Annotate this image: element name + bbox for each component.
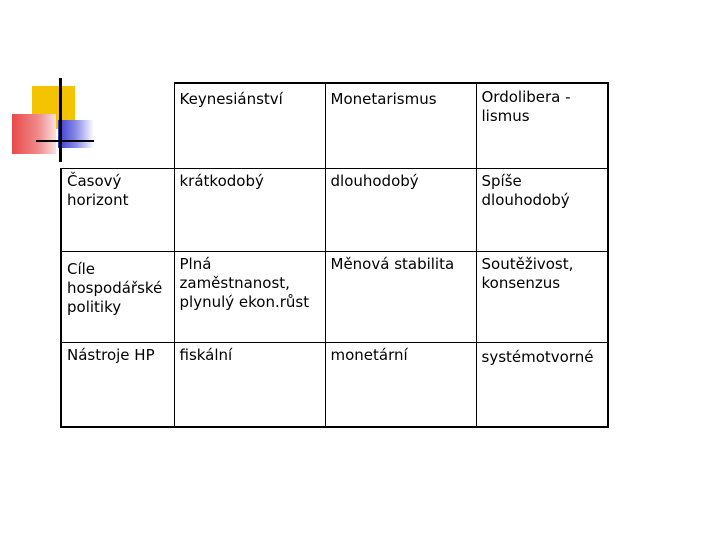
table-header-row	[61, 83, 608, 169]
logo-red-square	[12, 114, 56, 154]
table-cell: Měnová stabilita	[325, 252, 476, 343]
table-cell: monetární	[325, 343, 476, 428]
header-cell-ordoliberalismus: Ordolibera -lismus	[476, 83, 608, 169]
table-cell: dlouhodobý	[325, 169, 476, 252]
header-cell-monetarismus: Monetarismus	[325, 83, 476, 169]
table-cell: fiskální	[174, 343, 325, 428]
table-cell: Soutěživost, konsenzus	[476, 252, 608, 343]
table-cell: krátkodobý	[174, 169, 325, 252]
table-cell: Plná zaměstnanost, plynulý ekon.růst	[174, 252, 325, 343]
row-label: Cíle hospodářské politiky	[61, 252, 174, 343]
table-row	[61, 252, 608, 343]
row-label: Časový horizont	[61, 169, 174, 252]
comparison-table	[60, 82, 609, 428]
header-cell-keynesianstvi: Keynesiánství	[174, 83, 325, 169]
table-cell: systémotvorné	[476, 343, 608, 428]
table-row	[61, 169, 608, 252]
header-cell-empty	[61, 83, 174, 169]
table-row	[61, 343, 608, 428]
table-cell: Spíše dlouhodobý	[476, 169, 608, 252]
row-label: Nástroje HP	[61, 343, 174, 428]
